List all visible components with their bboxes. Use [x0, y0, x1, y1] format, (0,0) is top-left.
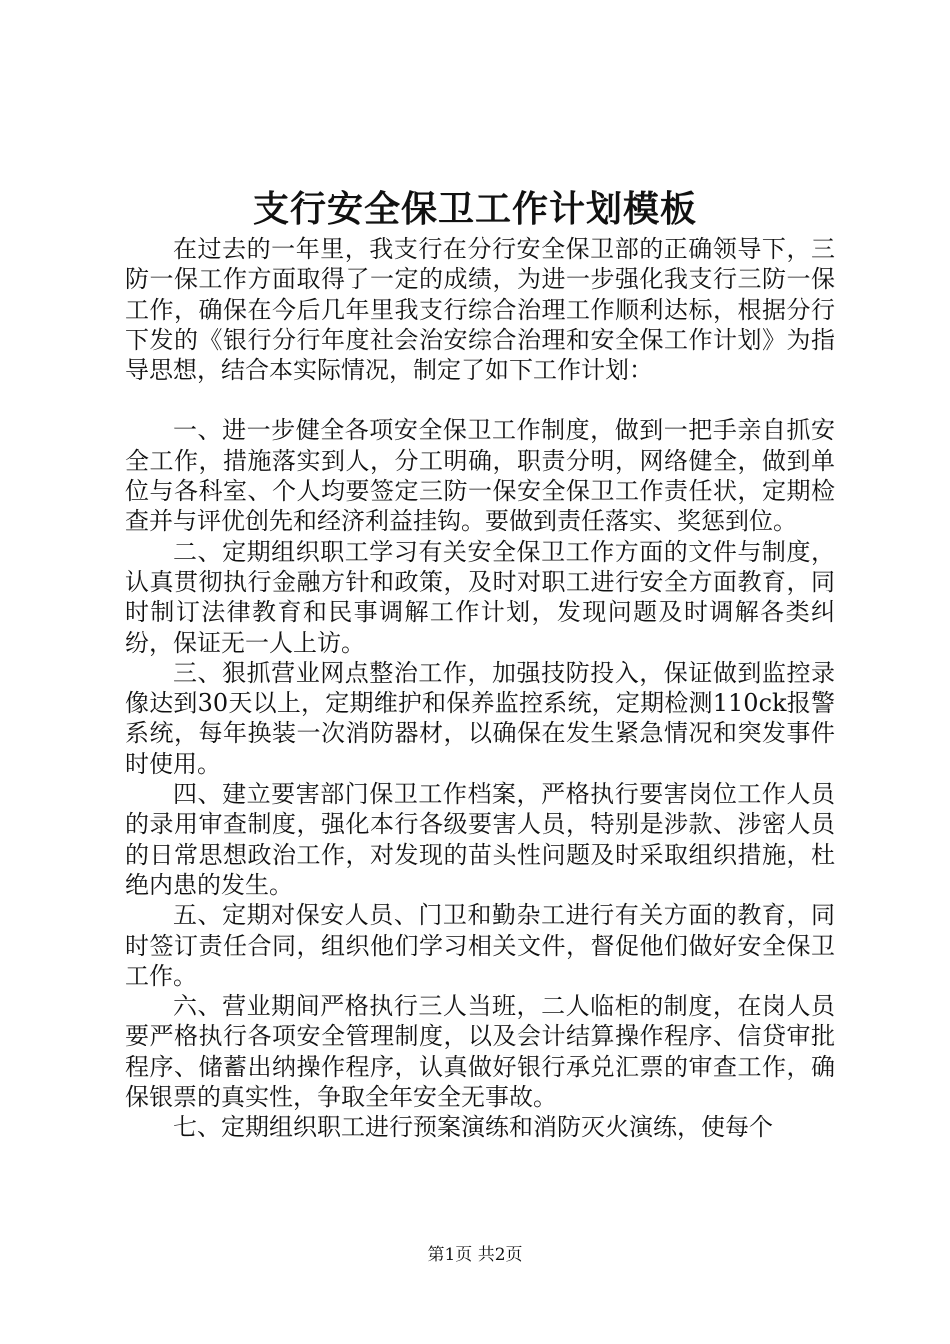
- intro-paragraph: 在过去的一年里，我支行在分行安全保卫部的正确领导下，三防一保工作方面取得了一定的成绩，为进一步强化我支行三防一保工作，确保在今后几年里我支行综合治理工作顺利达标，根据分行下发的《银行分行年度社会治安综合治理和安全保工作计划》为指导思想，结合本实际情况，制定了如下工作计划：: [125, 235, 835, 385]
- paragraph-item-6: 六、营业期间严格执行三人当班，二人临柜的制度，在岗人员要严格执行各项安全管理制度，以及会计结算操作程序、信贷审批程序、储蓄出纳操作程序，认真做好银行承兑汇票的审查工作，确保银票的真实性，争取全年安全无事故。: [125, 992, 835, 1112]
- document-title: 支行安全保卫工作计划模板: [252, 188, 697, 230]
- paragraph-item-3: 三、狠抓营业网点整治工作，加强技防投入，保证做到监控录像达到30天以上，定期维护和保养监控系统，定期检测110ck报警系统，每年换装一次消防器材，以确保在发生紧急情况和突发事件时使用。: [125, 658, 835, 778]
- paragraph-item-7: 七、定期组织职工进行预案演练和消防灭火演练，使每个: [173, 1113, 773, 1142]
- document-body: [125, 234, 835, 1143]
- paragraph-item-1: 一、进一步健全各项安全保卫工作制度，做到一把手亲自抓安全工作，措施落实到人，分工明确，职责分明，网络健全，做到单位与各科室、个人均要签定三防一保安全保卫工作责任状，定期检查并与评优创先和经济利益挂钩。要做到责任落实、奖惩到位。: [125, 416, 835, 536]
- paragraph-item-5: 五、定期对保安人员、门卫和勤杂工进行有关方面的教育，同时签订责任合同，组织他们学习相关文件，督促他们做好安全保卫工作。: [125, 901, 835, 990]
- paragraph-item-2: 二、定期组织职工学习有关安全保卫工作方面的文件与制度，认真贯彻执行金融方针和政策，及时对职工进行安全方面教育，同时制订法律教育和民事调解工作计划，发现问题及时调解各类纠纷，保证无一人上访。: [125, 537, 835, 657]
- paragraph-item-4: 四、建立要害部门保卫工作档案，严格执行要害岗位工作人员的录用审查制度，强化本行各级要害人员，特别是涉款、涉密人员的日常思想政治工作，对发现的苗头性问题及时采取组织措施，杜绝内患的发生。: [125, 780, 835, 899]
- page-footer: 第1页 共2页: [427, 1245, 523, 1265]
